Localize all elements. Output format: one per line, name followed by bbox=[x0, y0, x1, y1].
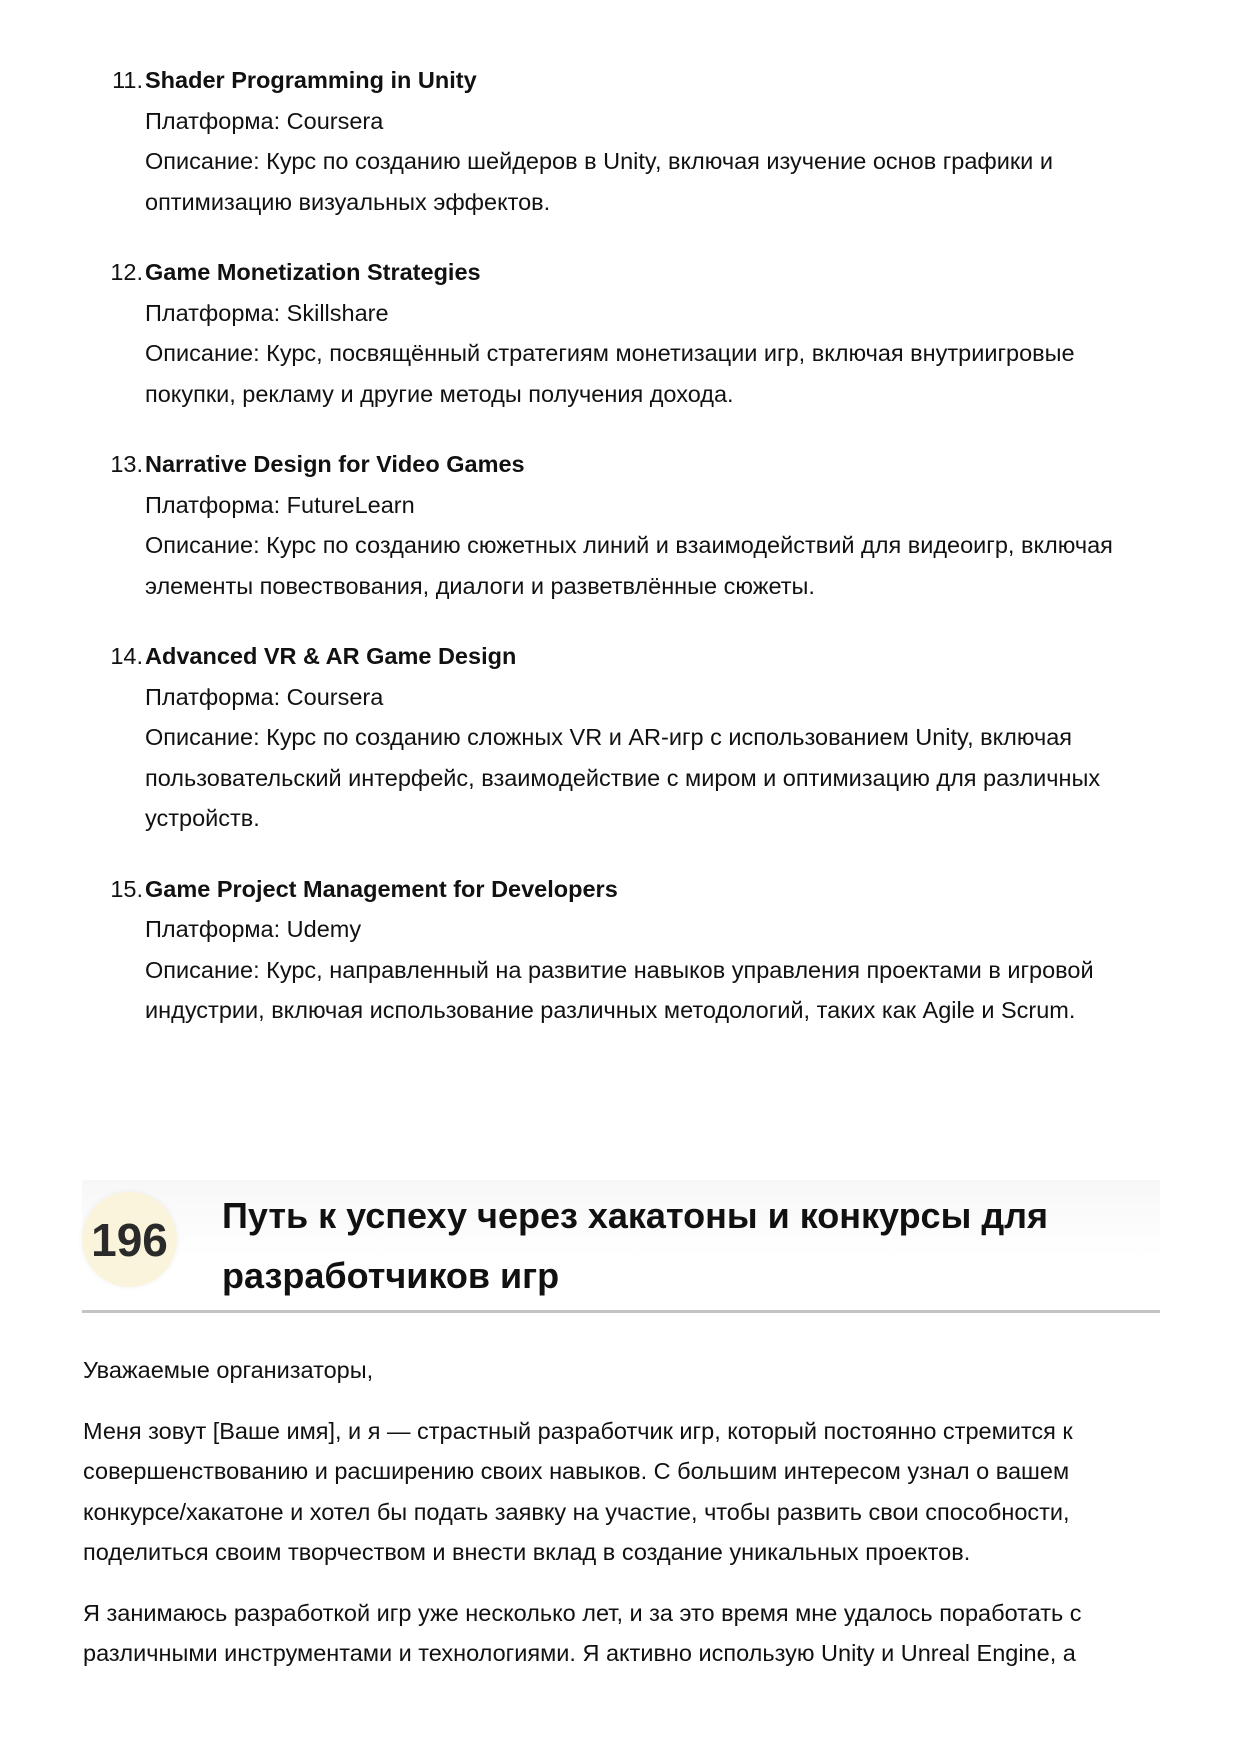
course-description: Описание: Курс по созданию сюжетных линий и взаимодействий для видеоигр, включая элементы повествования, диалоги и разветвлённые сюжеты. bbox=[145, 532, 1113, 599]
course-title: Game Project Management for Developers bbox=[145, 875, 618, 902]
list-item bbox=[0, 636, 1239, 839]
letter-paragraph: Меня зовут [Ваше имя], и я — страстный разработчик игр, который постоянно стремится к совершенствованию и расширению своих навыков. С большим интересом узнал о вашем конкурсе/хакатоне и хотел бы подать заявку на участие, чтобы развить свои способности, поделиться своим творчеством и внести вклад в создание уникальных проектов. bbox=[83, 1417, 1073, 1565]
list-number: 13. bbox=[110, 451, 143, 477]
course-title: Game Monetization Strategies bbox=[145, 259, 481, 285]
letter-body bbox=[83, 1350, 1163, 1694]
list-number: 11. bbox=[112, 67, 143, 93]
list-item bbox=[0, 869, 1239, 1031]
course-platform: Платформа: Udemy bbox=[145, 916, 362, 942]
chapter-number-badge: 196 bbox=[82, 1192, 177, 1287]
list-number: 15. bbox=[110, 875, 143, 902]
course-description: Описание: Курс по созданию шейдеров в Unity, включая изучение основ графики и оптимизацию визуальных эффектов. bbox=[145, 148, 1053, 215]
list-item bbox=[0, 60, 1239, 222]
course-platform: Платформа: Skillshare bbox=[145, 299, 389, 326]
chapter-header bbox=[82, 1180, 1160, 1313]
course-description: Описание: Курс по созданию сложных VR и AR-игр с использованием Unity, включая пользовательский интерфейс, взаимодействие с миром и оптимизацию для различных устройств. bbox=[145, 724, 1101, 831]
course-platform: Платформа: Coursera bbox=[145, 683, 384, 710]
letter-greeting: Уважаемые организаторы, bbox=[83, 1357, 374, 1383]
letter-paragraph: Я занимаюсь разработкой игр уже несколько лет, и за это время мне удалось поработать с различными инструментами и технологиями. Я активно использую Unity и Unreal Engine, а bbox=[83, 1599, 1082, 1666]
course-description: Описание: Курс, посвящённый стратегиям монетизации игр, включая внутриигровые покупки, рекламу и другие методы получения дохода. bbox=[145, 340, 1075, 407]
course-platform: Платформа: FutureLearn bbox=[145, 491, 415, 518]
list-item bbox=[0, 444, 1239, 606]
course-list bbox=[0, 60, 1239, 1061]
course-title: Shader Programming in Unity bbox=[145, 67, 477, 93]
course-platform: Платформа: Coursera bbox=[145, 107, 384, 134]
course-title: Advanced VR & AR Game Design bbox=[145, 643, 517, 669]
course-title: Narrative Design for Video Games bbox=[145, 451, 525, 477]
list-number: 12. bbox=[110, 259, 143, 285]
course-description: Описание: Курс, направленный на развитие навыков управления проектами в игровой индустрии, включая использование различных методологий, таких как Agile и Scrum. bbox=[145, 956, 1094, 1023]
list-number: 14. bbox=[110, 643, 143, 669]
chapter-title: Путь к успеху через хакатоны и конкурсы для разработчиков игр bbox=[222, 1195, 1049, 1296]
list-item bbox=[0, 252, 1239, 414]
